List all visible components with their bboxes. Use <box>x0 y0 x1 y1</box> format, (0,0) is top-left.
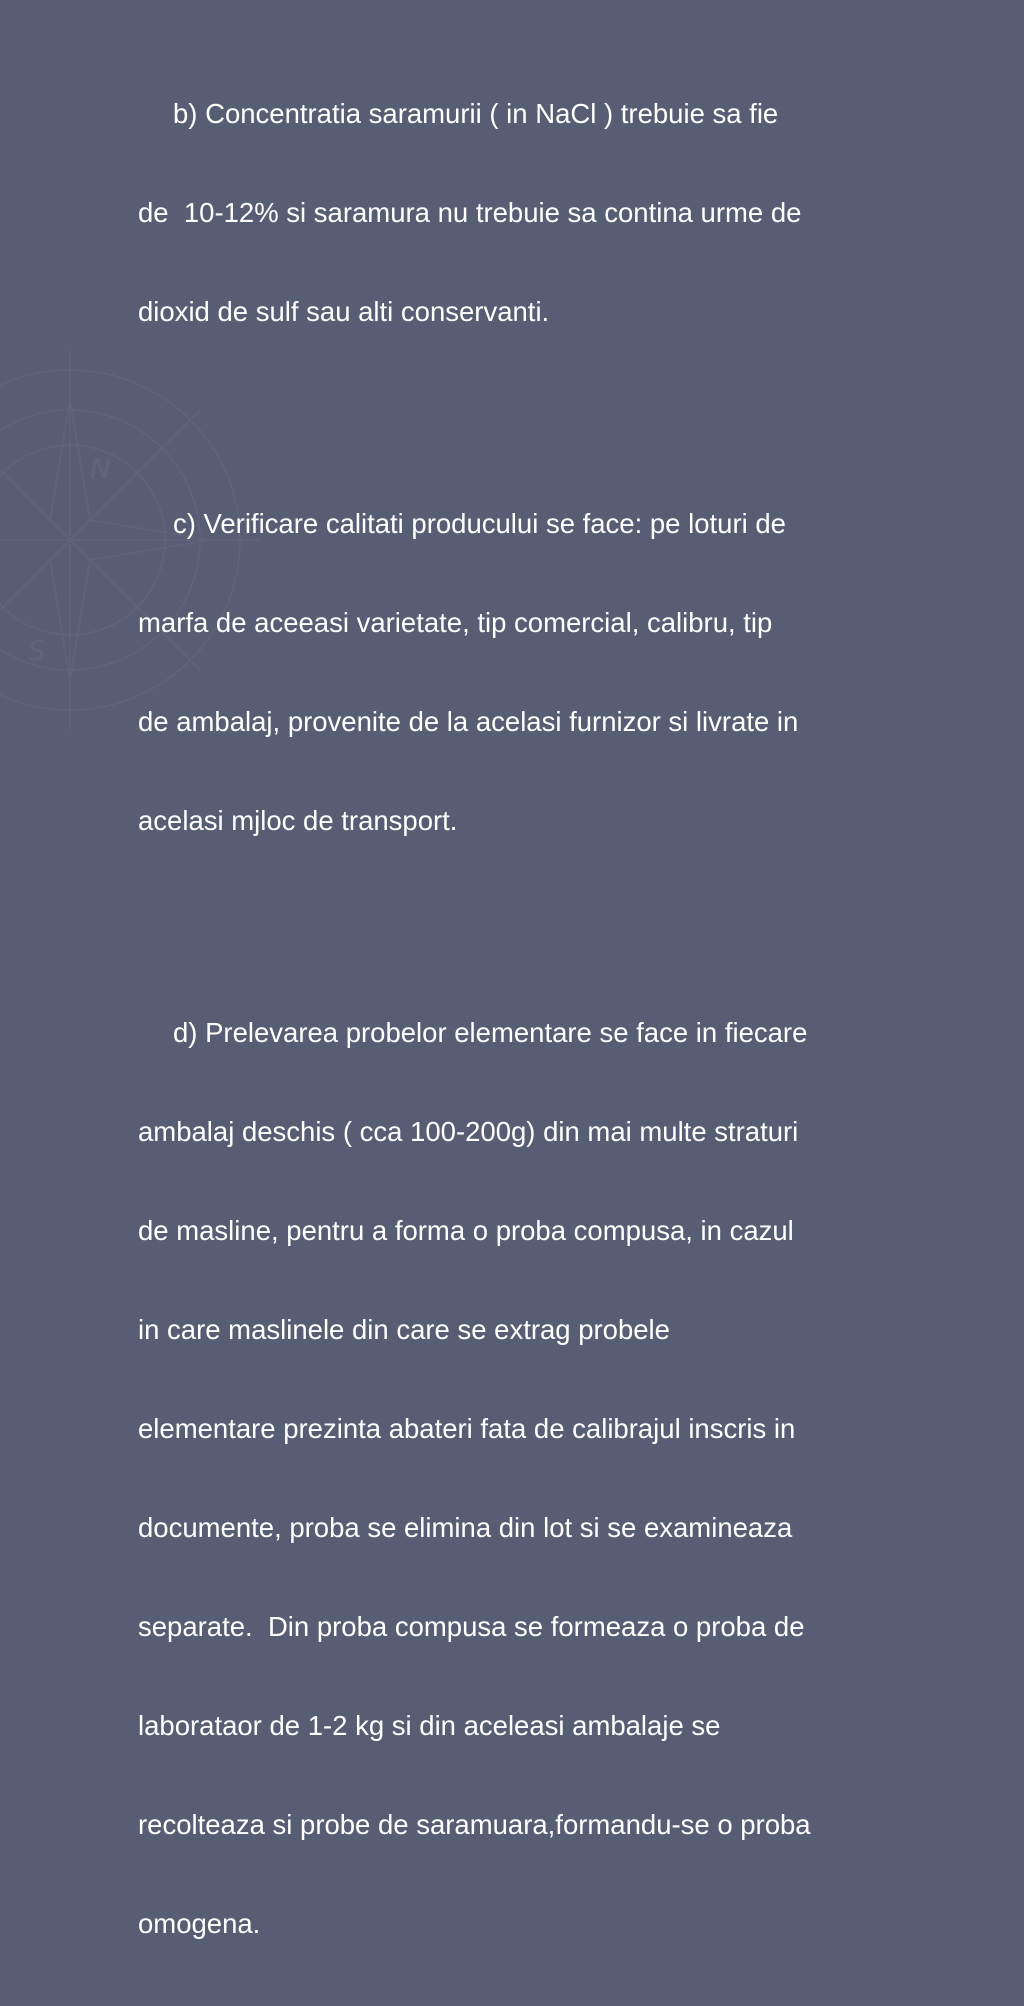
paragraph-line: d) Prelevarea probelor elementare se face in fiecare <box>173 1017 808 1048</box>
paragraph-line: marfa de aceeasi varietate, tip comercial, calibru, tip <box>138 607 773 638</box>
paragraph-line: ambalaj deschis ( cca 100-200g) din mai multe straturi <box>138 1116 799 1147</box>
paragraph-line: dioxid de sulf sau alti conservanti. <box>138 296 550 327</box>
paragraph-line: elementare prezinta abateri fata de calibrajul inscris in <box>138 1413 796 1444</box>
paragraph-line: omogena. <box>138 1908 261 1939</box>
paragraph-line: de ambalaj, provenite de la acelasi furnizor si livrate in <box>138 706 799 737</box>
paragraph-line: in care maslinele din care se extrag probele <box>138 1314 670 1345</box>
paragraph-line: acelasi mjloc de transport. <box>138 805 458 836</box>
paragraph-line: separate. Din proba compusa se formeaza o proba de <box>138 1611 805 1642</box>
slide-body-text <box>138 31 984 2006</box>
svg-text:S: S <box>28 634 46 667</box>
paragraph-c <box>138 441 984 903</box>
paragraph-line: c) Verificare calitati producului se face: pe loturi de <box>173 508 786 539</box>
svg-text:N: N <box>90 452 111 485</box>
paragraph-line: laborataor de 1-2 kg si din aceleasi ambalaje se <box>138 1710 721 1741</box>
paragraph-d <box>138 950 984 2006</box>
paragraph-line: de masline, pentru a forma o proba compusa, in cazul <box>138 1215 794 1246</box>
paragraph-line: b) Concentratia saramurii ( in NaCl ) trebuie sa fie <box>173 98 779 129</box>
paragraph-b <box>138 31 984 394</box>
paragraph-line: recolteaza si probe de saramuara,formandu-se o proba <box>138 1809 811 1840</box>
paragraph-line: de 10-12% si saramura nu trebuie sa contina urme de <box>138 197 802 228</box>
paragraph-line: documente, proba se elimina din lot si se examineaza <box>138 1512 793 1543</box>
